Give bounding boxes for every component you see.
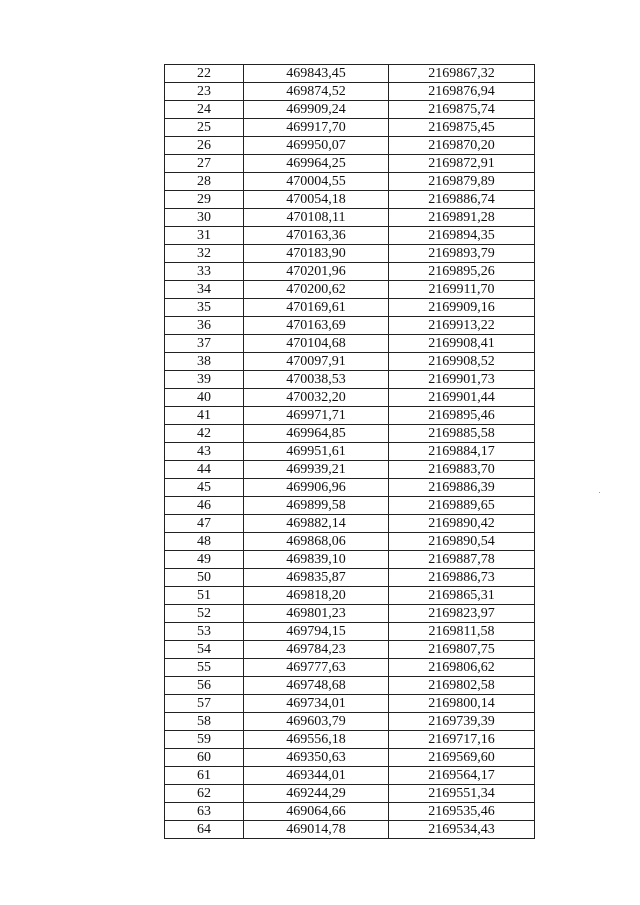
point-number-cell: 41 [165,407,244,425]
point-number-cell: 64 [165,821,244,839]
point-number-cell: 52 [165,605,244,623]
y-coordinate-cell: 2169908,52 [389,353,535,371]
point-number-cell: 37 [165,335,244,353]
point-number-cell: 55 [165,659,244,677]
point-number-cell: 54 [165,641,244,659]
x-coordinate-cell: 470032,20 [244,389,389,407]
table-row [165,605,535,623]
point-number-cell: 42 [165,425,244,443]
x-coordinate-cell: 469874,52 [244,83,389,101]
x-coordinate-cell: 469950,07 [244,137,389,155]
y-coordinate-cell: 2169895,26 [389,263,535,281]
point-number-cell: 62 [165,785,244,803]
y-coordinate-cell: 2169885,58 [389,425,535,443]
table-row [165,443,535,461]
x-coordinate-cell: 469344,01 [244,767,389,785]
y-coordinate-cell: 2169890,54 [389,533,535,551]
table-row [165,227,535,245]
table-row [165,299,535,317]
table-row [165,623,535,641]
table-row [165,65,535,83]
point-number-cell: 29 [165,191,244,209]
x-coordinate-cell: 469350,63 [244,749,389,767]
x-coordinate-cell: 469244,29 [244,785,389,803]
table-row [165,155,535,173]
x-coordinate-cell: 469818,20 [244,587,389,605]
table-row [165,281,535,299]
point-number-cell: 47 [165,515,244,533]
x-coordinate-cell: 470004,55 [244,173,389,191]
y-coordinate-cell: 2169534,43 [389,821,535,839]
point-number-cell: 24 [165,101,244,119]
y-coordinate-cell: 2169739,39 [389,713,535,731]
y-coordinate-cell: 2169806,62 [389,659,535,677]
y-coordinate-cell: 2169807,75 [389,641,535,659]
point-number-cell: 43 [165,443,244,461]
y-coordinate-cell: 2169569,60 [389,749,535,767]
x-coordinate-cell: 469843,45 [244,65,389,83]
y-coordinate-cell: 2169884,17 [389,443,535,461]
x-coordinate-cell: 470097,91 [244,353,389,371]
point-number-cell: 38 [165,353,244,371]
table-row [165,695,535,713]
x-coordinate-cell: 469794,15 [244,623,389,641]
y-coordinate-cell: 2169894,35 [389,227,535,245]
table-row [165,551,535,569]
x-coordinate-cell: 470108,11 [244,209,389,227]
point-number-cell: 61 [165,767,244,785]
y-coordinate-cell: 2169886,73 [389,569,535,587]
x-coordinate-cell: 470038,53 [244,371,389,389]
x-coordinate-cell: 469909,24 [244,101,389,119]
point-number-cell: 31 [165,227,244,245]
x-coordinate-cell: 469784,23 [244,641,389,659]
x-coordinate-cell: 469835,87 [244,569,389,587]
x-coordinate-cell: 470163,36 [244,227,389,245]
point-number-cell: 22 [165,65,244,83]
point-number-cell: 39 [165,371,244,389]
point-number-cell: 45 [165,479,244,497]
point-number-cell: 32 [165,245,244,263]
x-coordinate-cell: 469906,96 [244,479,389,497]
x-coordinate-cell: 469899,58 [244,497,389,515]
table-row [165,569,535,587]
point-number-cell: 50 [165,569,244,587]
x-coordinate-cell: 470201,96 [244,263,389,281]
y-coordinate-cell: 2169890,42 [389,515,535,533]
table-row [165,407,535,425]
y-coordinate-cell: 2169875,74 [389,101,535,119]
y-coordinate-cell: 2169901,73 [389,371,535,389]
y-coordinate-cell: 2169886,39 [389,479,535,497]
y-coordinate-cell: 2169911,70 [389,281,535,299]
table-row [165,497,535,515]
x-coordinate-cell: 470104,68 [244,335,389,353]
coordinates-table-body [165,65,535,839]
x-coordinate-cell: 469777,63 [244,659,389,677]
table-row [165,821,535,839]
point-number-cell: 30 [165,209,244,227]
point-number-cell: 25 [165,119,244,137]
x-coordinate-cell: 469939,21 [244,461,389,479]
y-coordinate-cell: 2169800,14 [389,695,535,713]
point-number-cell: 36 [165,317,244,335]
y-coordinate-cell: 2169872,91 [389,155,535,173]
point-number-cell: 34 [165,281,244,299]
table-row [165,533,535,551]
table-row [165,803,535,821]
x-coordinate-cell: 469734,01 [244,695,389,713]
y-coordinate-cell: 2169717,16 [389,731,535,749]
y-coordinate-cell: 2169865,31 [389,587,535,605]
x-coordinate-cell: 469556,18 [244,731,389,749]
x-coordinate-cell: 470163,69 [244,317,389,335]
x-coordinate-cell: 469014,78 [244,821,389,839]
table-row [165,137,535,155]
x-coordinate-cell: 469882,14 [244,515,389,533]
y-coordinate-cell: 2169551,34 [389,785,535,803]
table-row [165,101,535,119]
y-coordinate-cell: 2169875,45 [389,119,535,137]
table-row [165,461,535,479]
point-number-cell: 23 [165,83,244,101]
y-coordinate-cell: 2169886,74 [389,191,535,209]
table-row [165,767,535,785]
point-number-cell: 51 [165,587,244,605]
y-coordinate-cell: 2169535,46 [389,803,535,821]
y-coordinate-cell: 2169908,41 [389,335,535,353]
table-row [165,353,535,371]
table-row [165,389,535,407]
table-row [165,785,535,803]
point-number-cell: 48 [165,533,244,551]
point-number-cell: 44 [165,461,244,479]
table-row [165,371,535,389]
y-coordinate-cell: 2169883,70 [389,461,535,479]
x-coordinate-cell: 470169,61 [244,299,389,317]
table-row [165,119,535,137]
table-row [165,83,535,101]
table-row [165,173,535,191]
table-row [165,731,535,749]
point-number-cell: 59 [165,731,244,749]
x-coordinate-cell: 469964,25 [244,155,389,173]
y-coordinate-cell: 2169895,46 [389,407,535,425]
point-number-cell: 35 [165,299,244,317]
x-coordinate-cell: 469801,23 [244,605,389,623]
x-coordinate-cell: 469951,61 [244,443,389,461]
table-row [165,641,535,659]
point-number-cell: 26 [165,137,244,155]
x-coordinate-cell: 469964,85 [244,425,389,443]
table-row [165,317,535,335]
y-coordinate-cell: 2169901,44 [389,389,535,407]
point-number-cell: 58 [165,713,244,731]
x-coordinate-cell: 469603,79 [244,713,389,731]
coordinates-table [164,64,535,839]
x-coordinate-cell: 470183,90 [244,245,389,263]
y-coordinate-cell: 2169564,17 [389,767,535,785]
table-row [165,677,535,695]
x-coordinate-cell: 470054,18 [244,191,389,209]
point-number-cell: 49 [165,551,244,569]
x-coordinate-cell: 469917,70 [244,119,389,137]
y-coordinate-cell: 2169887,78 [389,551,535,569]
x-coordinate-cell: 469748,68 [244,677,389,695]
y-coordinate-cell: 2169823,97 [389,605,535,623]
point-number-cell: 28 [165,173,244,191]
point-number-cell: 57 [165,695,244,713]
y-coordinate-cell: 2169811,58 [389,623,535,641]
table-row [165,659,535,677]
table-row [165,425,535,443]
table-row [165,587,535,605]
x-coordinate-cell: 469839,10 [244,551,389,569]
x-coordinate-cell: 470200,62 [244,281,389,299]
point-number-cell: 56 [165,677,244,695]
point-number-cell: 60 [165,749,244,767]
point-number-cell: 63 [165,803,244,821]
y-coordinate-cell: 2169889,65 [389,497,535,515]
table-row [165,263,535,281]
point-number-cell: 27 [165,155,244,173]
x-coordinate-cell: 469868,06 [244,533,389,551]
y-coordinate-cell: 2169913,22 [389,317,535,335]
table-row [165,479,535,497]
point-number-cell: 53 [165,623,244,641]
y-coordinate-cell: 2169879,89 [389,173,535,191]
y-coordinate-cell: 2169870,20 [389,137,535,155]
table-row [165,335,535,353]
x-coordinate-cell: 469064,66 [244,803,389,821]
point-number-cell: 33 [165,263,244,281]
table-row [165,191,535,209]
point-number-cell: 40 [165,389,244,407]
table-row [165,245,535,263]
table-row [165,209,535,227]
point-number-cell: 46 [165,497,244,515]
table-row [165,749,535,767]
y-coordinate-cell: 2169867,32 [389,65,535,83]
y-coordinate-cell: 2169891,28 [389,209,535,227]
y-coordinate-cell: 2169876,94 [389,83,535,101]
y-coordinate-cell: 2169802,58 [389,677,535,695]
x-coordinate-cell: 469971,71 [244,407,389,425]
table-row [165,515,535,533]
y-coordinate-cell: 2169909,16 [389,299,535,317]
scan-speck [599,492,600,493]
table-row [165,713,535,731]
y-coordinate-cell: 2169893,79 [389,245,535,263]
